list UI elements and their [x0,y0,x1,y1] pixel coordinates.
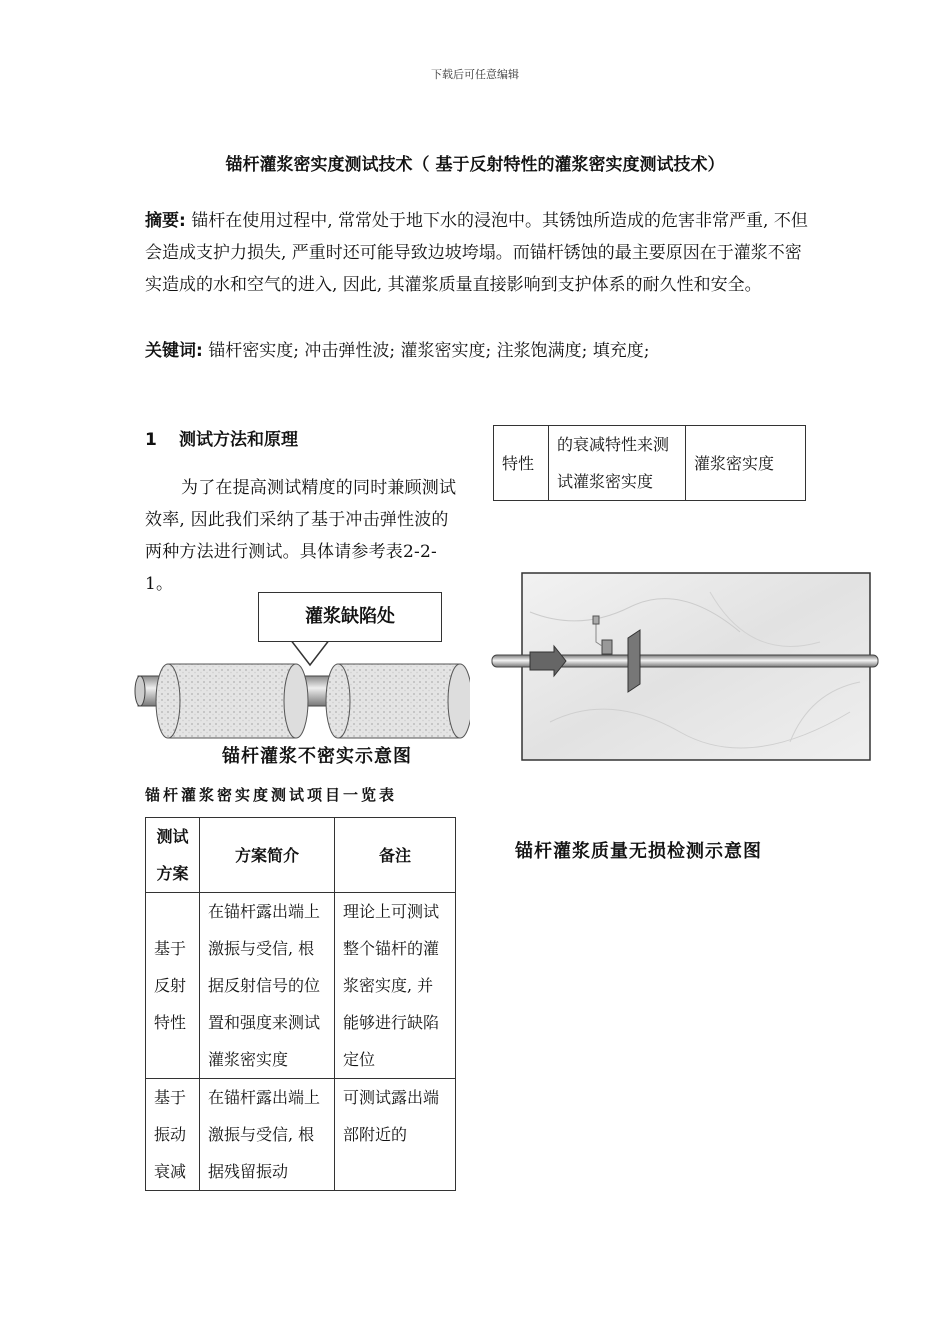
abstract-label: 摘要: [145,211,186,231]
table-row [146,893,456,1079]
table-row [494,426,806,501]
cell: 可测试露出端部附近的 [335,1079,456,1191]
table-continuation [493,425,806,501]
abstract-text: 锚杆在使用过程中, 常常处于地下水的浸泡中。其锈蚀所造成的危害非常严重, 不但会造成支护力损失, 严重时还可能导致边坡垮塌。而锚杆锈蚀的最主要原因在于灌浆不密实造成的水和空气的进入, 因此, 其灌浆质量直接影响到支护体系的耐久性和安全。 [145,211,808,295]
cell: 特性 [494,426,549,501]
cell: 灌浆密实度 [686,426,806,501]
page-title: 锚杆灌浆密实度测试技术（ 基于反射特性的灌浆密实度测试技术） [225,155,725,175]
table-caption: 锚杆灌浆密实度测试项目一览表 [145,786,398,804]
table-row [146,1079,456,1191]
figure2-caption: 锚杆灌浆质量无损检测示意图 [515,841,762,862]
header-cell: 测试方案 [146,818,200,893]
section-title: 测试方法和原理 [179,430,298,450]
header-cell: 备注 [335,818,456,893]
keywords-label: 关键词: [145,341,203,361]
cell: 在锚杆露出端上激振与受信, 根据残留振动 [200,1079,335,1191]
cell: 在锚杆露出端上激振与受信, 根据反射信号的位置和强度来测试灌浆密实度 [200,893,335,1079]
keywords [145,335,810,367]
cell: 基于振动衰减 [146,1079,200,1191]
cell: 基于反射特性 [146,893,200,1079]
cell: 的衰减特性来测试灌浆密实度 [549,426,686,501]
header-cell: 方案简介 [200,818,335,893]
intro-paragraph: 为了在提高测试精度的同时兼顾测试效率, 因此我们采纳了基于冲击弹性波的两种方法进行测试。具体请参考表2-2-1。 [145,478,457,594]
section-number: 1 [145,430,157,450]
defect-callout: 灌浆缺陷处 [258,592,442,642]
abstract [145,205,810,301]
ndt-schematic [490,572,882,764]
section-heading [145,425,298,450]
figure1-caption: 锚杆灌浆不密实示意图 [222,746,412,767]
cell: 理论上可测试整个锚杆的灌浆密实度, 并能够进行缺陷定位 [335,893,456,1079]
test-items-table [145,817,456,1191]
table-header-row [146,818,456,893]
keywords-text: 锚杆密实度; 冲击弹性波; 灌浆密实度; 注浆饱满度; 填充度; [202,341,650,361]
header-note: 下载后可任意编辑 [431,68,519,81]
